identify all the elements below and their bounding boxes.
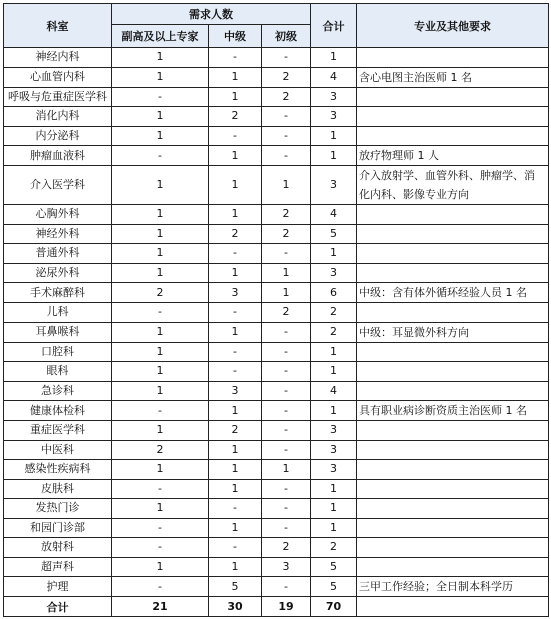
cell-dept: 发热门诊 [4, 499, 112, 519]
cell-requirements: 含心电图主治医师 1 名 [357, 67, 549, 87]
cell-dept: 普通外科 [4, 244, 112, 264]
total-requirements [357, 597, 549, 617]
cell-total: 1 [311, 244, 357, 264]
cell-middle: 1 [209, 87, 262, 107]
cell-requirements [357, 479, 549, 499]
cell-senior: 1 [112, 48, 209, 68]
cell-middle: - [209, 538, 262, 558]
header-senior: 副高及以上专家 [112, 25, 209, 48]
cell-senior: - [112, 303, 209, 323]
cell-total: 5 [311, 557, 357, 577]
cell-total: 5 [311, 577, 357, 597]
table-row [4, 244, 549, 264]
cell-total: 4 [311, 67, 357, 87]
table-row [4, 538, 549, 558]
cell-dept: 中医科 [4, 440, 112, 460]
cell-junior: - [262, 48, 311, 68]
cell-middle: 1 [209, 166, 262, 205]
cell-junior: - [262, 401, 311, 421]
cell-middle: - [209, 362, 262, 382]
recruitment-table [3, 3, 549, 617]
cell-junior: 1 [262, 166, 311, 205]
cell-junior: 1 [262, 283, 311, 303]
cell-requirements [357, 557, 549, 577]
cell-senior: - [112, 577, 209, 597]
cell-middle: - [209, 303, 262, 323]
cell-senior: - [112, 479, 209, 499]
cell-junior: 2 [262, 205, 311, 225]
cell-senior: 1 [112, 557, 209, 577]
cell-junior: - [262, 381, 311, 401]
cell-total: 3 [311, 263, 357, 283]
header-row-1 [4, 4, 549, 25]
cell-dept: 介入医学科 [4, 166, 112, 205]
table-row [4, 342, 549, 362]
cell-requirements [357, 499, 549, 519]
cell-middle: - [209, 48, 262, 68]
cell-requirements [357, 421, 549, 441]
cell-dept: 急诊科 [4, 381, 112, 401]
cell-middle: 1 [209, 205, 262, 225]
cell-total: 1 [311, 518, 357, 538]
cell-dept: 手术麻醉科 [4, 283, 112, 303]
cell-total: 2 [311, 538, 357, 558]
cell-requirements [357, 126, 549, 146]
cell-junior: - [262, 421, 311, 441]
cell-middle: 1 [209, 263, 262, 283]
table-row [4, 166, 549, 205]
cell-senior: - [112, 146, 209, 166]
cell-dept: 肿瘤血液科 [4, 146, 112, 166]
cell-junior: - [262, 577, 311, 597]
total-total: 70 [311, 597, 357, 617]
cell-total: 1 [311, 362, 357, 382]
cell-junior: - [262, 518, 311, 538]
cell-senior: 1 [112, 342, 209, 362]
cell-dept: 内分泌科 [4, 126, 112, 146]
table-row [4, 421, 549, 441]
cell-middle: 2 [209, 224, 262, 244]
cell-dept: 超声科 [4, 557, 112, 577]
table-row [4, 205, 549, 225]
cell-senior: 1 [112, 499, 209, 519]
cell-dept: 耳鼻喉科 [4, 322, 112, 342]
cell-dept: 眼科 [4, 362, 112, 382]
cell-requirements [357, 303, 549, 323]
cell-junior: 1 [262, 460, 311, 480]
cell-middle: 2 [209, 421, 262, 441]
cell-total: 1 [311, 126, 357, 146]
cell-requirements [357, 381, 549, 401]
cell-dept: 感染性疾病科 [4, 460, 112, 480]
table-row [4, 126, 549, 146]
cell-requirements [357, 107, 549, 127]
cell-total: 1 [311, 48, 357, 68]
cell-total: 3 [311, 87, 357, 107]
cell-dept: 消化内科 [4, 107, 112, 127]
cell-junior: 2 [262, 87, 311, 107]
cell-senior: 1 [112, 224, 209, 244]
cell-senior: 1 [112, 322, 209, 342]
table-row [4, 67, 549, 87]
cell-middle: 1 [209, 322, 262, 342]
cell-requirements: 中级：含有体外循环经验人员 1 名 [357, 283, 549, 303]
table-body [4, 48, 549, 597]
table-row [4, 479, 549, 499]
cell-middle: 3 [209, 381, 262, 401]
cell-middle: 1 [209, 67, 262, 87]
cell-dept: 护理 [4, 577, 112, 597]
cell-dept: 心胸外科 [4, 205, 112, 225]
cell-requirements [357, 48, 549, 68]
cell-total: 1 [311, 499, 357, 519]
cell-requirements: 具有职业病诊断资质主治医师 1 名 [357, 401, 549, 421]
cell-total: 3 [311, 460, 357, 480]
cell-requirements: 介入放射学、血管外科、肿瘤学、消化内科、影像专业方向 [357, 166, 549, 205]
header-middle: 中级 [209, 25, 262, 48]
cell-middle: 1 [209, 518, 262, 538]
cell-dept: 泌尿外科 [4, 263, 112, 283]
table-row [4, 401, 549, 421]
cell-dept: 儿科 [4, 303, 112, 323]
total-label: 合计 [4, 597, 112, 617]
cell-dept: 神经外科 [4, 224, 112, 244]
cell-senior: 1 [112, 166, 209, 205]
cell-junior: - [262, 146, 311, 166]
cell-dept: 健康体检科 [4, 401, 112, 421]
cell-requirements [357, 87, 549, 107]
table-row [4, 322, 549, 342]
total-senior: 21 [112, 597, 209, 617]
cell-requirements [357, 205, 549, 225]
cell-junior: 2 [262, 67, 311, 87]
cell-senior: - [112, 87, 209, 107]
cell-junior: - [262, 107, 311, 127]
cell-junior: - [262, 479, 311, 499]
cell-total: 3 [311, 166, 357, 205]
cell-dept: 和园门诊部 [4, 518, 112, 538]
cell-senior: 1 [112, 460, 209, 480]
cell-junior: - [262, 499, 311, 519]
cell-requirements [357, 362, 549, 382]
cell-requirements [357, 440, 549, 460]
cell-middle: - [209, 499, 262, 519]
cell-total: 3 [311, 440, 357, 460]
cell-junior: 3 [262, 557, 311, 577]
cell-total: 5 [311, 224, 357, 244]
cell-middle: 1 [209, 146, 262, 166]
total-row [4, 597, 549, 617]
cell-requirements: 放疗物理师 1 人 [357, 146, 549, 166]
table-row [4, 146, 549, 166]
header-dept: 科室 [4, 4, 112, 48]
cell-senior: 2 [112, 283, 209, 303]
table-row [4, 283, 549, 303]
cell-middle: 3 [209, 283, 262, 303]
cell-requirements: 中级：耳显微外科方向 [357, 322, 549, 342]
cell-requirements [357, 518, 549, 538]
cell-middle: 5 [209, 577, 262, 597]
total-junior: 19 [262, 597, 311, 617]
table-row [4, 224, 549, 244]
cell-senior: 2 [112, 440, 209, 460]
cell-dept: 口腔科 [4, 342, 112, 362]
cell-senior: 1 [112, 362, 209, 382]
cell-total: 3 [311, 107, 357, 127]
cell-middle: 1 [209, 460, 262, 480]
cell-requirements [357, 342, 549, 362]
cell-requirements [357, 538, 549, 558]
table-row [4, 460, 549, 480]
table-header [4, 4, 549, 48]
table-row [4, 440, 549, 460]
table-row [4, 557, 549, 577]
cell-junior: 2 [262, 538, 311, 558]
header-junior: 初级 [262, 25, 311, 48]
header-demand: 需求人数 [112, 4, 311, 25]
table-row [4, 48, 549, 68]
cell-middle: 1 [209, 479, 262, 499]
cell-dept: 放射科 [4, 538, 112, 558]
cell-junior: 1 [262, 263, 311, 283]
cell-senior: - [112, 401, 209, 421]
cell-junior: 2 [262, 224, 311, 244]
table-row [4, 518, 549, 538]
cell-senior: 1 [112, 263, 209, 283]
table-footer [4, 597, 549, 617]
cell-requirements [357, 244, 549, 264]
header-total: 合计 [311, 4, 357, 48]
cell-junior: - [262, 244, 311, 264]
cell-senior: - [112, 538, 209, 558]
cell-total: 4 [311, 205, 357, 225]
table-row [4, 107, 549, 127]
cell-middle: 1 [209, 557, 262, 577]
cell-total: 6 [311, 283, 357, 303]
table-row [4, 87, 549, 107]
cell-senior: 1 [112, 107, 209, 127]
cell-middle: - [209, 126, 262, 146]
cell-requirements [357, 460, 549, 480]
cell-total: 2 [311, 322, 357, 342]
cell-senior: 1 [112, 421, 209, 441]
cell-dept: 皮肤科 [4, 479, 112, 499]
cell-senior: 1 [112, 67, 209, 87]
cell-junior: - [262, 342, 311, 362]
header-requirements: 专业及其他要求 [357, 4, 549, 48]
table-row [4, 362, 549, 382]
cell-senior: 1 [112, 126, 209, 146]
cell-senior: - [112, 518, 209, 538]
table-row [4, 263, 549, 283]
cell-middle: 1 [209, 440, 262, 460]
cell-junior: - [262, 322, 311, 342]
cell-total: 1 [311, 401, 357, 421]
cell-total: 1 [311, 479, 357, 499]
cell-middle: 2 [209, 107, 262, 127]
cell-total: 3 [311, 421, 357, 441]
table-row [4, 499, 549, 519]
cell-junior: - [262, 126, 311, 146]
cell-requirements: 三甲工作经验；全日制本科学历 [357, 577, 549, 597]
cell-senior: 1 [112, 244, 209, 264]
cell-middle: 1 [209, 401, 262, 421]
table-row [4, 577, 549, 597]
cell-middle: - [209, 244, 262, 264]
cell-junior: 2 [262, 303, 311, 323]
cell-junior: - [262, 440, 311, 460]
cell-total: 1 [311, 146, 357, 166]
cell-total: 1 [311, 342, 357, 362]
cell-dept: 神经内科 [4, 48, 112, 68]
cell-requirements [357, 224, 549, 244]
cell-dept: 心血管内科 [4, 67, 112, 87]
cell-senior: 1 [112, 381, 209, 401]
cell-senior: 1 [112, 205, 209, 225]
cell-requirements [357, 263, 549, 283]
table-row [4, 381, 549, 401]
cell-middle: - [209, 342, 262, 362]
cell-total: 2 [311, 303, 357, 323]
cell-dept: 重症医学科 [4, 421, 112, 441]
total-middle: 30 [209, 597, 262, 617]
cell-dept: 呼吸与危重症医学科 [4, 87, 112, 107]
cell-junior: - [262, 362, 311, 382]
recruitment-table-container [3, 3, 548, 617]
table-row [4, 303, 549, 323]
cell-total: 4 [311, 381, 357, 401]
